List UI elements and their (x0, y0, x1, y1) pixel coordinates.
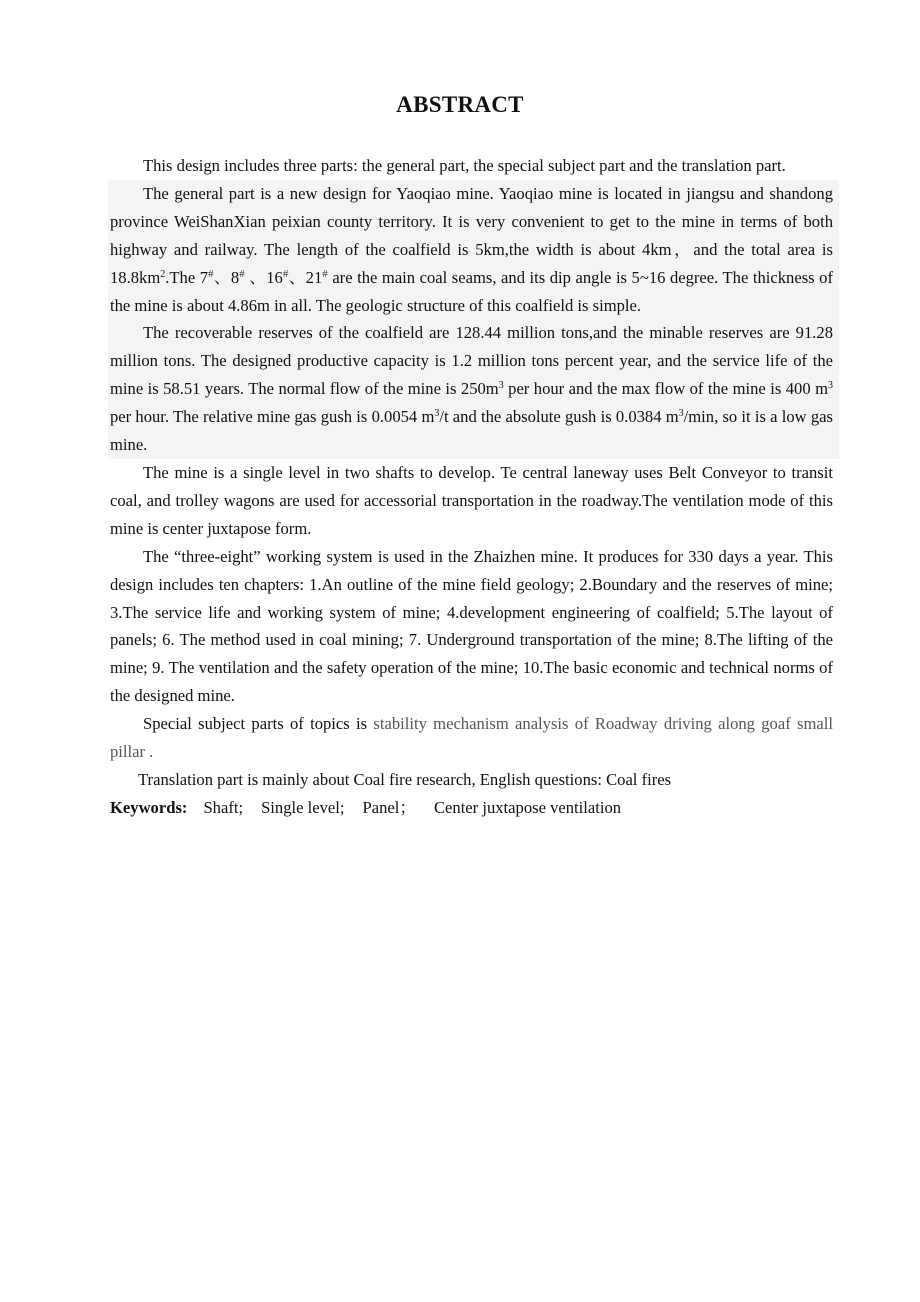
reserves-text-d: /t and the absolute gush is 0.0384 m (439, 407, 679, 427)
gas-superscript-1: 3 (434, 408, 440, 420)
paragraph-general-part (108, 180, 839, 320)
abstract-body (110, 152, 833, 822)
keywords-line (110, 794, 833, 822)
seam-mark-4: # (322, 267, 328, 280)
keyword-item: Panel； (362, 797, 416, 817)
reserves-text-a: The recoverable reserves of the coalfield are 128.44 million tons,and the minable reserves are 91.28 million tons. The designed productive capacity is 1.2 million tons percent year, and the service life of the mine is 58.51 years. The normal flow of the mine is 250m (110, 323, 833, 399)
general-part-text-e: 、21 (288, 267, 323, 287)
reserves-text-c: per hour. The relative mine gas gush is 0.0054 m (110, 407, 435, 427)
paragraph-special-subject (110, 710, 833, 766)
seam-mark-3: # (282, 267, 289, 280)
keyword-item: Center juxtapose ventilation (433, 797, 622, 817)
keyword-item: Shaft; (203, 797, 244, 817)
page-title: ABSTRACT (396, 92, 524, 117)
paragraph-translation: Translation part is mainly about Coal fire research, English questions: Coal fires (138, 769, 672, 789)
seam-mark-2: # (239, 267, 245, 280)
area-superscript: 2 (160, 268, 166, 280)
paragraph-development: The mine is a single level in two shafts to develop. Te central laneway uses Belt Conveyor to transit coal, and trolley wagons are used for accessorial transportation in the roadway.The ventilation mode of this mine is center juxtapose form. (110, 462, 833, 538)
keywords-label: Keywords: (110, 797, 188, 817)
keyword-item: Single level; (261, 797, 345, 817)
general-part-text-f: are the main coal seams, and its dip angle is 5~16 degree. The thickness of the mine is about 4.86m in all. The geologic structure of this coalfield is simple. (110, 267, 833, 315)
general-part-text-d: 、16 (244, 267, 283, 287)
paragraph-overview: This design includes three parts: the general part, the special subject part and the translation part. (143, 156, 786, 175)
reserves-text-e: /min, so it is a low gas mine. (110, 407, 833, 455)
general-part-text-b: .The 7 (165, 267, 209, 287)
special-subject-topic: stability mechanism analysis of Roadway driving along goaf small pillar . (110, 714, 833, 762)
reserves-text-b: per hour and the max flow of the mine is 400 m (503, 379, 828, 399)
paragraph-reserves (108, 319, 839, 459)
gas-superscript-2: 3 (678, 408, 684, 420)
flow-superscript-1: 3 (498, 380, 504, 392)
seam-mark-1: # (208, 267, 214, 280)
paragraph-working-system: The “three-eight” working system is used in the Zhaizhen mine. It produces for 330 days a year. This design includes ten chapters: 1.An outline of the mine field geology; 2.Boundary and the reserves of mine; 3.The service life and working system of mine; 4.development engineering of coalfield; 5.The layout of panels; 6. The method used in coal mining; 7. Underground transportation of the mine; 8.The lifting of the mine; 9. The ventilation and the safety operation of the mine; 10.The basic economic and technical norms of the designed mine. (110, 546, 833, 706)
general-part-text-c: 、8 (213, 267, 240, 287)
general-part-text-a: The general part is a new design for Yaoqiao mine. Yaoqiao mine is located in jiangsu and shandong province WeiShanXian peixian county territory. It is very convenient to get to the mine in terms of both highway and railway. The length of the coalfield is 5km,the width is about 4km，and the total area is 18.8km (110, 183, 833, 287)
special-subject-lead: Special subject parts of topics is (143, 714, 374, 734)
flow-superscript-2: 3 (828, 380, 833, 392)
